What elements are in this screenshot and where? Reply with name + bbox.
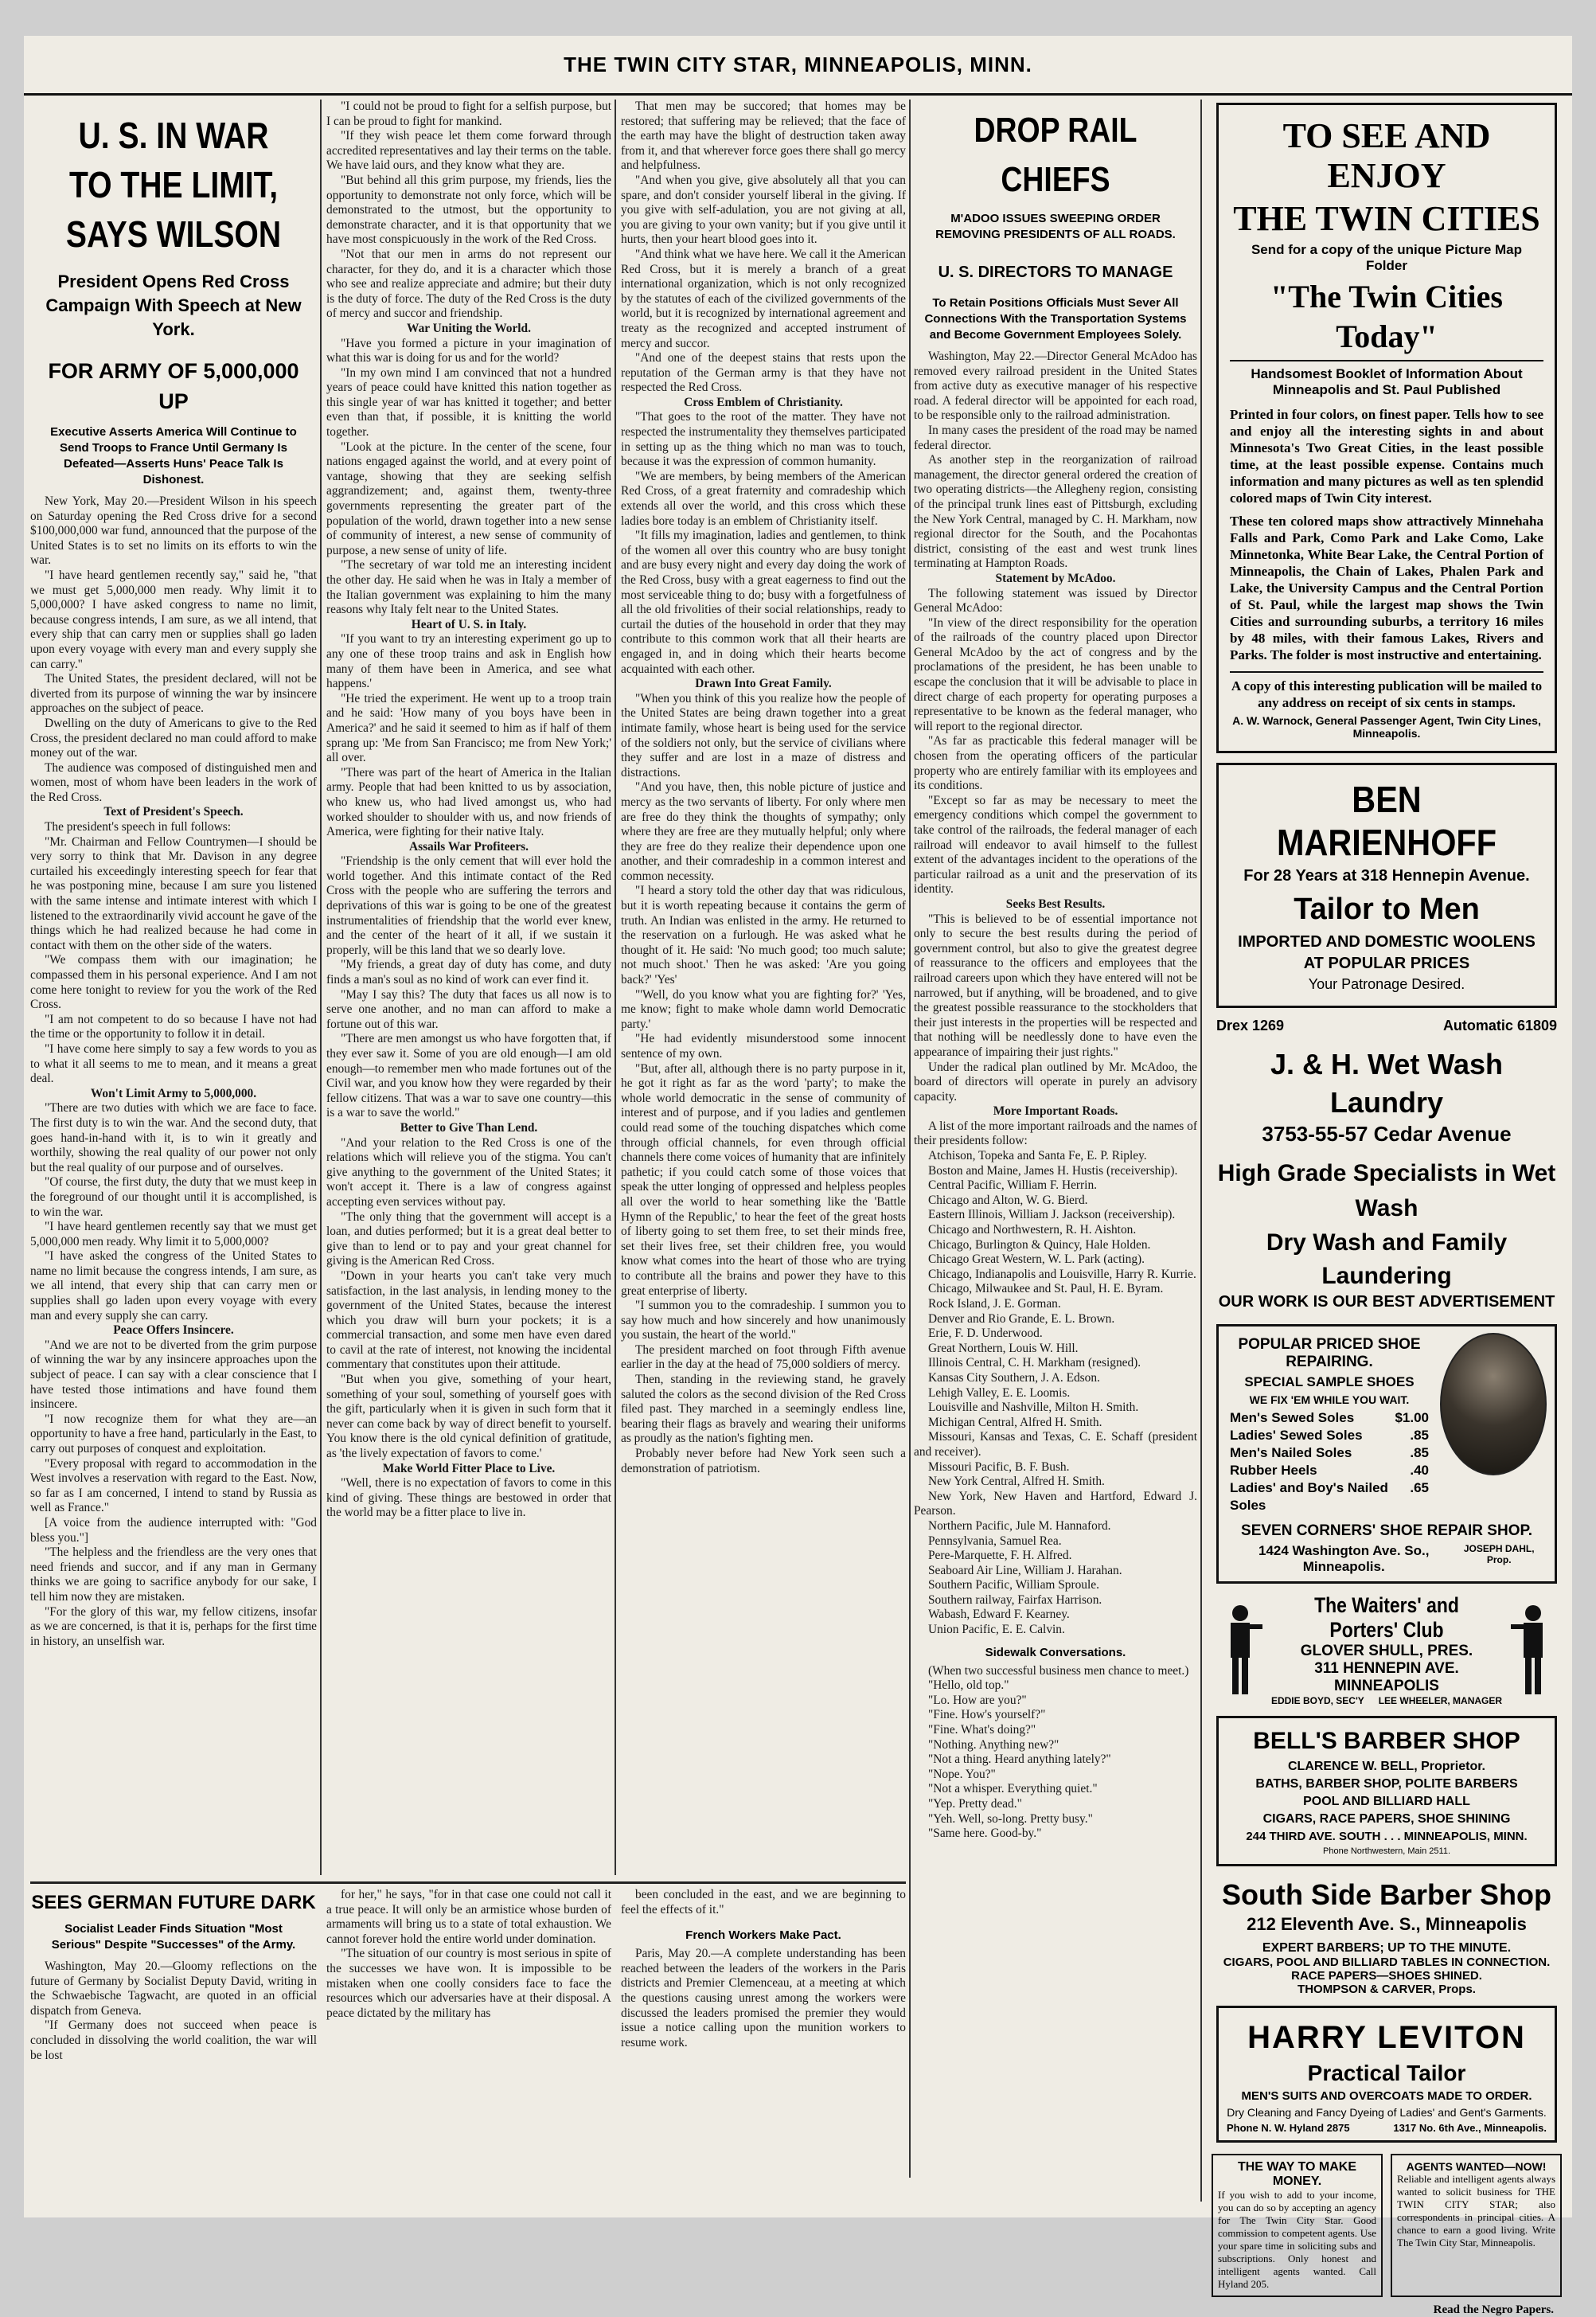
paragraph: Great Northern, Louis W. Hill. [928,1341,1079,1355]
paragraph: "There are two duties with which we are face to face. The first duty is to win the war. And the second duty, that goes hand-in-hand with it, is to win it greatly and worthily, showing the real quality of our power not only but the real quality of our purpose and of ourselves. [30,1101,317,1174]
section-subhead: Seeks Best Results. [1005,897,1106,911]
article5-body [914,1664,1197,1842]
ad-leviton-line2: Dry Cleaning and Fancy Dyeing of Ladies' and Gent's Garments. [1227,2106,1547,2119]
ad-shoe-title: POPULAR PRICED SHOE REPAIRING. [1238,1336,1421,1370]
ad-twin-cities-sign: A. W. Warnock, General Passenger Agent, Twin City Lines, Minneapolis. [1232,714,1541,740]
article1-col1-body [30,494,317,1649]
article1-col2-body [326,100,611,1521]
paragraph: "But behind all this grim purpose, my friends, lies the opportunity to demonstrate not only force, which will be demonstrated to the utmost, but the opportunity to demonstrate character, and it is that opportunity that we have most conspicuously in the work of the Red Cross. [326,173,611,247]
article3-headline: DROP RAIL CHIEFS [974,111,1137,199]
article2-col-b-body [326,1888,611,2021]
ad-marienhoff-line2: IMPORTED AND DOMESTIC WOOLENS [1238,933,1536,951]
paragraph: "The secretary of war told me an interesting incident the other day. He said when he was in Italy a member of the Italian government was explaining to him the many reasons why Italy felt near to the United States. [326,558,611,617]
price-item-value: .85 [1410,1445,1429,1460]
ad-marienhoff-name: BEN MARIENHOFF [1277,779,1496,863]
paragraph: "If they wish peace let them come forward through accredited representatives and lay their terms on the table. We have laid ours, and they know what they are. [326,129,611,173]
ad-laundry-address: 3753-55-57 Cedar Avenue [1262,1122,1512,1146]
article5-headline: Sidewalk Conversations. [985,1645,1126,1659]
column-rule [1200,100,1202,2202]
ad-laundry-line3: OUR WORK IS OUR BEST ADVERTISEMENT [1218,1293,1555,1311]
ad-bottom-row [1212,2154,1562,2297]
paragraph: "In view of the direct responsibility for the operation of the railroads of the country placed upon Director General McAdoo by the act of congress and by the proclamations of the president, he has been unable to escape the conclusion that it will be advisable to place in direct charge of each property for operating purposes a representative to be known as the federal manager, who will report to the regional director. [914,615,1197,733]
paragraph: "Except so far as may be necessary to meet the emergency conditions which compel the government to take control of the railroads, the federal manager of each railroad will endeavor to avail himself to the fullest extent of the advantages incident to the operations of the particular railroad as a unit and the preservation of its identity. [914,793,1197,897]
paragraph: "It fills my imagination, ladies and gentlemen, to think of the women all over this country who are busy tonight and are busy every night and every day doing the work of the Red Cross, busy with a great eagerness to find out the most serviceable thing to do; busy with a forgetfulness of all the old frivolities of their social relationships, ready to curtail the duties of the household in order that they may contribute to this common work that all their hearts are engaged in, and in doing which their hearts become acquainted with each other. [621,529,906,676]
paragraph: "Yep. Pretty dead." [928,1797,1022,1811]
paragraph: Boston and Maine, James H. Hustis (receivership). [928,1163,1178,1178]
ad-bell-line3: CIGARS, RACE PAPERS, SHOE SHINING [1262,1812,1511,1826]
paragraph: Chicago, Burlington & Quincy, Hale Holden. [928,1237,1151,1252]
article3-subhead: U. S. DIRECTORS TO MANAGE [938,264,1173,281]
section-divider [30,1881,906,1884]
paragraph: "I have asked the congress of the United States to name no limit because the congress intends, I am sure, as we all intend, that every ship that can carry men or supplies shall go laden upon every voyage with every man and every supply she can carry. [30,1249,317,1323]
ad-marienhoff-tag: Tailor to Men [1294,893,1480,926]
ad-shoe-price-list [1227,1409,1432,1514]
paragraph: "The helpless and the friendless are the very ones that need friends and succor, and if any man in Germany thinks we are going to sacrifice anybody for our sake, I tell him now they are mistaken. [30,1545,317,1604]
ad-leviton-name: HARRY LEVITON [1247,2020,1526,2055]
section-subhead: War Uniting the World. [407,321,531,335]
price-item-value: .85 [1410,1428,1429,1443]
paragraph: "Yeh. Well, so-long. Pretty busy." [928,1811,1093,1826]
section-subhead: Statement by McAdoo. [995,571,1116,585]
ad-twin-cities-title1: TO SEE AND ENJOY [1282,116,1491,195]
ad-laundry [1216,1018,1557,1311]
ad-waiters-title: The Waiters' and Porters' Club [1314,1593,1459,1642]
paragraph: Union Pacific, E. E. Calvin. [928,1623,1065,1637]
paragraph: [A voice from the audience interrupted with: "God bless you."] [30,1515,317,1545]
ad-bell-barber [1216,1716,1557,1866]
ad-twin-cities-para1: Printed in four colors, on finest paper. Tells how to see and enjoy all the interesting sights in and about Minnesota's Two Great Cities, in the least possible time, at the least possible expense. Contains much information and many pictures as well as ten splendid colored maps of Twin City interest. [1230,407,1543,506]
paragraph: "I have heard gentlemen recently say," said he, "that we must get 5,000,000 men ready. Why limit it to 5,000,000? I have asked congress to name no limit, because congress intends, I am sure, as we all intend, that every ship that can carry men or supplies shall go laden upon every voyage with every man and every supply she can carry." [30,568,317,671]
paragraph: "But when you give, something of your heart, something of your soul, something of yourself goes with the gift, particularly when it is given in such form that it never can come back by way of direct benefit to yourself. You know there is the old cynical definition of gratitude, as 'the lively expectation of favors to come.' [326,1373,611,1461]
column-rule [320,100,322,1875]
ads-column [1204,100,1570,2316]
ad-marienhoff-line4: Your Patronage Desired. [1308,976,1465,992]
price-item-label: Ladies' and Boy's Nailed Soles [1230,1480,1388,1513]
ad-twin-cities-line2: Handsomest Booklet of Information About Minneapolis and St. Paul Published [1230,360,1543,398]
paragraph: Denver and Rio Grande, E. L. Brown. [928,1311,1115,1326]
price-item-value: .40 [1410,1463,1429,1478]
paragraph: "This is believed to be of essential importance not only to secure the best results during the period of government control, but also to give the greatest degree of reassurance to the officers and employees that the railroad careers upon which they have entered will not be narrowed, but if anything, will be broadened, and to give the greatest possible reassurance to the stockholders that their just interests in the properties will be respected and that nothing will be needlessly done to have even the appearance of impairing their just rights." [914,912,1197,1059]
paragraph: Pennsylvania, Samuel Rea. [928,1534,1062,1548]
paragraph: "Hello, old top." [928,1678,1009,1693]
price-item-label: Men's Nailed Soles [1230,1445,1352,1460]
ad-laundry-phone-left: Drex 1269 [1216,1018,1285,1033]
article2-headline: SEES GERMAN FUTURE DARK [31,1892,316,1913]
paragraph: (When two successful business men chance to meet.) [928,1663,1189,1678]
masthead: THE TWIN CITY STAR, MINNEAPOLIS, MINN. [24,36,1572,96]
paragraph: The audience was composed of distinguished men and women, most of whom have been leaders in the work of the Red Cross. [30,760,317,804]
paragraph: for her," he says, "for in that case one could not call it a true peace. It will only be an armistice whose burden of armaments will bring us to a state of total exhaustion. We cannot forever hold the entire world under domination. [326,1888,611,1946]
article1-headline-line3: SAYS WILSON [65,213,282,255]
ad-south-side-barber [1216,1876,1557,1996]
ad-money-title: THE WAY TO MAKE MONEY. [1237,2160,1357,2188]
ad-waiters-club [1216,1593,1557,1706]
paragraph: "But, after all, although there is no party purpose in it, he got it right as far as the word 'party'; to make the whole world democratic in the sense of community of interest and of purpose, and if you ladies and gentlemen could read some of the touching dispatches which come through official channels, for even through official channels there come voices of humanity that are infinitely pathetic; if you could catch some of those voices that speak the utter longing of oppressed and helpless peoples all over the world to hear something like the 'Battle Hymn of the Republic,' to hear the feet of the great hosts of liberty going to set them free, to set their minds free, set their lives free, set their children free, you would know what comes into the heart of those who are trying to contribute all the brains and power they have to this great enterprise of liberty. [621,1061,906,1298]
article3-deck: M'ADOO ISSUES SWEEPING ORDER REMOVING PRESIDENTS OF ALL ROADS. [935,212,1176,241]
ad-shoe-sub1: SPECIAL SAMPLE SHOES [1244,1374,1415,1389]
proprietor-portrait [1440,1333,1547,1475]
ad-leviton [1216,2006,1557,2143]
ad-agents-title: AGENTS WANTED—NOW! [1406,2160,1547,2173]
paragraph: "We compass them with our imagination; he compassed them in his personal experience. And I am not come here tonight to review for you the work of the Red Cross. [30,953,317,1012]
paragraph: "Nothing. Anything new?" [928,1737,1059,1752]
section-subhead: Better to Give Than Lend. [400,1120,538,1135]
paragraph: "If Germany does not succeed when peace is concluded in dissolving the world coalition, the war will be lost [30,2018,317,2062]
paragraph: "I now recognize them for what they are—an opportunity to have a free hand, particularly in the East, to carry out purposes of conquest and exploitation. [30,1412,317,1455]
ad-marienhoff-line3: AT POPULAR PRICES [1303,955,1470,972]
price-list-row [1227,1444,1432,1462]
paragraph: "'Well, do you know what you are fighting for?' 'Yes, me know; fight to make whole damn world Democratic party.' [621,987,906,1031]
paragraph: "Not that our men in arms do not represent our character, for they do, and it is a character which those who see and realize appreciate and admire; but their duty is the duty of force. The duty of the Red Cross is the duty of mercy and succor and friendship. [326,247,611,321]
ad-laundry-name: J. & H. Wet Wash Laundry [1270,1048,1504,1119]
paragraph: "Friendship is the only cement that will ever hold the world together. And this intimate contact of the Red Cross with the people who are suffering the terrors and deprivations of this war is going to be one of the greatest instrumentalities of friendship that the world ever knew, and the center of the heart of it all, if we sustain it properly, will be this land that we so dearly love. [326,854,611,957]
article2-col-a-body [30,1959,317,2063]
ad-bell-address: 244 THIRD AVE. SOUTH . . . MINNEAPOLIS, MINN. [1246,1830,1528,1843]
paragraph: "I could not be proud to fight for a selfish purpose, but I can be proud to fight for mankind. [326,100,611,128]
paragraph: Washington, May 22.—Director General McAdoo has removed every railroad president in the United States from active duty as executive manager of his respective road. A federal director will be appointed for each road, to be responsible only to the railroad administration. [914,350,1197,423]
ad-leviton-phone: Phone N. W. Hyland 2875 [1227,2122,1350,2134]
paragraph: "Look at the picture. In the center of the scene, four nations engaged against the world, and at every point of vantage, showing that they are seeking selfish aggrandizement; and, against them, twenty-three governments representing the greater part of the population of the world, drawn together into a new sense of community of interest, a new sense of community of purpose, a new sense of unity of life. [326,440,611,557]
paragraph: "Have you formed a picture in your imagination of what this war is doing for us and for the world? [326,336,611,365]
price-item-value: .65 [1410,1480,1429,1495]
paragraph: Chicago and Alton, W. G. Bierd. [928,1193,1088,1207]
ad-southside-line4: THOMPSON & CARVER, Props. [1297,1983,1476,1996]
ad-southside-address: 212 Eleventh Ave. S., Minneapolis [1247,1914,1527,1934]
article2-col-c [621,1888,906,2198]
section-subhead: Make World Fitter Place to Live. [382,1461,556,1475]
paragraph: "Lo. How are you?" [928,1693,1027,1707]
paragraph: "Every proposal with regard to accommodation in the West involves a reservation with regard to the East. Now, so far as I am concerned, I intend to stand by Russia as well as France." [30,1456,317,1515]
paragraph: Chicago and Northwestern, R. H. Aishton. [928,1223,1137,1237]
paragraph: Pere-Marquette, F. H. Alfred. [928,1549,1072,1563]
paragraph: Erie, F. D. Underwood. [928,1327,1043,1341]
paragraph: "And one of the deepest stains that rests upon the reputation of the German army is that they have not respected the Red Cross. [621,351,906,395]
section-subhead: Assails War Profiteers. [408,839,529,854]
column-2 [326,100,611,1875]
paragraph: Louisville and Nashville, Milton H. Smith. [928,1401,1139,1415]
price-list-row [1227,1462,1432,1479]
ad-shoe-address: 1424 Washington Ave. So., Minneapolis. [1258,1543,1430,1574]
ad-southside-line1: EXPERT BARBERS; UP TO THE MINUTE. [1262,1941,1512,1955]
ad-twin-cities [1216,103,1557,753]
paragraph: Paris, May 20.—A complete understanding has been reached between the leaders of the workers in the Paris districts and Premier Clemenceau, at a meeting at which the questions causing unrest among the workers were discussed the leaders promised the premier they would issue a notice calling upon the munition workers to resume work. [621,1947,906,2049]
ad-make-money [1212,2154,1383,2297]
waiter-figure-icon [1216,1602,1264,1698]
paragraph: Chicago, Milwaukee and St. Paul, H. E. Byram. [928,1282,1164,1296]
section-subhead: Cross Emblem of Christianity. [684,395,843,409]
paragraph: The following statement was issued by Director General McAdoo: [914,586,1197,615]
ad-leviton-line1: MEN'S SUITS AND OVERCOATS MADE TO ORDER. [1241,2089,1532,2103]
ad-bell-title: BELL'S BARBER SHOP [1253,1728,1520,1754]
ad-agents-wanted [1391,2154,1562,2297]
paragraph: That men may be succored; that homes may be restored; that suffering may be relieved; that the face of the earth may have the blight of destruction taken away from it, and that wherever force goes there shall go mercy and helpfulness. [621,100,906,173]
paragraph: "I heard a story told the other day that was ridiculous, but it is worth repeating because it contains the germ of truth. An Indian was enlisted in the army. He returned to the reservation on a furlough. He was asked what he thought of it. He said: 'No much good; too much salute; not much shoot.' Then he was asked: 'Are you going back?' 'Yes' [621,884,906,987]
paragraph: "Nope. You?" [928,1767,996,1781]
article1-deck: President Opens Red Cross Campaign With Speech at New York. [45,272,302,339]
ad-leviton-tag: Practical Tailor [1307,2061,1466,2085]
ad-waiters-pres: GLOVER SHULL, PRES. [1300,1643,1473,1659]
ad-southside-line2: CIGARS, POOL AND BILLIARD TABLES IN CONNECTION. [1223,1956,1551,1969]
paragraph: Southern railway, Fairfax Harrison. [928,1592,1102,1607]
ad-leviton-address: 1317 No. 6th Ave., Minneapolis. [1393,2122,1547,2134]
price-list-row [1227,1427,1432,1444]
porter-figure-icon [1509,1602,1557,1698]
paragraph: "I have come here simply to say a few words to you as to what it all seems to me to mean, and it means a great deal. [30,1041,317,1086]
paragraph: "I summon you to the comradeship. I summon you to say how much and how sincerely and how unanimously you sustain, the heart of the world." [621,1299,906,1342]
paragraph: Illinois Central, C. H. Markham (resigned). [928,1356,1141,1370]
paragraph: Rock Island, J. E. Gorman. [928,1297,1061,1311]
paragraph: "There was part of the heart of America in the Italian army. People that had been knitted to us by association, who knew us, who had lived amongst us, who had worked shoulder to shoulder with us, and now friends of America, were fighting for their native Italy. [326,765,611,839]
ad-money-body: If you wish to add to your income, you can do so by accepting an agency for The Twin City Star. Good commission to competent agents. Use your spare time in soliciting subs and subscriptions. Only honest and intelligent agents wanted. Call Hyland 205. [1218,2189,1376,2290]
paragraph: Eastern Illinois, William J. Jackson (receivership). [928,1208,1176,1222]
newspaper-page [24,36,1572,2316]
paragraph: "Well, there is no expectation of favors to come in this kind of giving. These things are bestowed in order that the world may be a fitter place to live in. [326,1476,611,1520]
article4-headline: French Workers Make Pact. [685,1928,841,1943]
paragraph: The president's speech in full follows: [45,820,232,834]
paragraph: "As far as practicable this federal manager will be chosen from the operating officers of the particular property who are entirely familiar with its employees and its conditions. [914,734,1197,793]
article2-col-c-body [621,1888,906,1917]
paragraph: Northern Pacific, Jule M. Hannaford. [928,1518,1111,1533]
article2-col-b [326,1888,611,2198]
article1-col3-body [621,100,906,1476]
ad-shoe-prop: JOSEPH DAHL, Prop. [1463,1543,1535,1565]
paragraph: As another step in the reorganization of railroad management, the director general ordered the creation of two operating districts—the Allegheny region, consisting of the principal trunk lines east of Pittsburgh, excluding the New York Central, managed by C. H. Markham, now regional director for the South, and the Pocahontas district, consisting of the east and west trunk lines terminating at Hampton Roads. [914,453,1197,571]
ad-twin-cities-title2: THE TWIN CITIES [1233,199,1540,238]
paragraph: In many cases the president of the road may be named federal director. [914,423,1197,452]
paragraph: "Not a thing. Heard anything lately?" [928,1752,1111,1767]
price-list-row [1227,1479,1432,1514]
article2-deck: Socialist Leader Finds Situation "Most Serious" Despite "Successes" of the Army. [51,1922,296,1952]
paragraph: "Of course, the first duty, the duty that we must keep in the foreground of our thought until it is accomplished, is to win the war. [30,1175,317,1219]
paragraph: "May I say this? The duty that faces us all now is to serve one another, and no man can afford to make a fortune out of this war. [326,987,611,1031]
paragraph: "If you want to try an interesting experiment go up to any one of these troop trains and ask in English how many of them have been in America, and see what happens.' [326,632,611,691]
price-item-value: $1.00 [1395,1410,1429,1425]
article2-col-a [30,1888,317,2198]
ad-marienhoff-line1: For 28 Years at 318 Hennepin Avenue. [1243,867,1530,885]
paragraph: "He tried the experiment. He went up to a troop train and he said: 'How many of you boys have been in America?' and he said it seemed to him as if half of them sprang up: 'Me from San Francisco; me from New York;' all over. [326,691,611,765]
ad-southside-title: South Side Barber Shop [1221,1878,1552,1911]
ad-twin-cities-para3: A copy of this interesting publication will be mailed to any address on receipt of six cents in stamps. [1230,671,1543,711]
article1-subhead: FOR ARMY OF 5,000,000 UP [48,359,299,413]
paragraph: Lehigh Valley, E. E. Loomis. [928,1385,1071,1400]
ad-waiters-sec: EDDIE BOYD, SEC'Y [1270,1695,1364,1706]
paragraph: Michigan Central, Alfred H. Smith. [928,1415,1102,1429]
ad-southside-line3: RACE PAPERS—SHOES SHINED. [1291,1969,1482,1983]
ad-laundry-line2: Dry Wash and Family Laundering [1266,1229,1508,1289]
paragraph: Chicago, Indianapolis and Louisville, Harry R. Kurrie. [928,1267,1196,1281]
price-list-row [1227,1409,1432,1427]
paragraph: "And think what we have here. We call it the American Red Cross, but it is merely a branch of a great international organization, which is not only recognized by the statutes of each of the civilized governments of the world, but it is recognized by international agreement and treaty as the recognized and accepted instrument of mercy and succor. [621,247,906,350]
paragraph: "The situation of our country is most serious in spite of the successes we have won. It is impossible to be mistaken when one coolly considers face to face the resources which our adversaries have at their disposal. A peace dictated by the military has [326,1947,611,2020]
paragraph: "My friends, a great day of duty has come, and duty finds a man's soul as no kind of work can ever find it. [326,958,611,987]
ad-bell-line2: POOL AND BILLIARD HALL [1303,1795,1470,1808]
ad-waiters-address: 311 HENNEPIN AVE. MINNEAPOLIS [1314,1660,1459,1694]
paragraph: "In my own mind I am convinced that not a hundred years of peace could have knitted this nation together as this single year of war has knitted it together; and better even than that, if possible, it is knitting the world together. [326,365,611,440]
column-rule [909,100,911,2178]
paragraph: been concluded in the east, and we are beginning to feel the effects of it." [621,1888,906,1917]
section-subhead: More Important Roads. [993,1104,1118,1119]
paragraph: Dwelling on the duty of Americans to give to the Red Cross, the president declared no man could afford to make money out of the war. [30,716,317,760]
price-item-label: Ladies' Sewed Soles [1230,1428,1363,1443]
article1-headline-line2: TO THE LIMIT, [68,164,279,205]
paragraph: "Same here. Good-by." [928,1827,1042,1841]
paragraph: "For the glory of this war, my fellow citizens, insofar as we are concerned, is that it is, perhaps for the first time in history, an unselfish war. [30,1604,317,1648]
ad-shoe-shop: SEVEN CORNERS' SHOE REPAIR SHOP. [1241,1522,1532,1539]
paragraph: Washington, May 20.—Gloomy reflections on the future of Germany by Socialist Deputy David, writing in the Schwaebische Tagwacht, are quoted in an official dispatch from Geneva. [30,1959,317,2018]
paragraph: "Fine. What's doing?" [928,1723,1036,1737]
price-item-label: Rubber Heels [1230,1463,1317,1478]
paragraph: "He had evidently misunderstood some innocent sentence of my own. [621,1032,906,1061]
paragraph: Central Pacific, William F. Herrin. [928,1178,1097,1193]
paragraph: Southern Pacific, William Sproule. [928,1578,1099,1592]
ad-twin-cities-para2: These ten colored maps show attractively Minnehaha Falls and Park, Como Park and Lake Como, Lake Minnetonka, White Bear Lake, the Central Portion of Minneapolis, the Chain of Lakes, Phalen Park and Lake, the University Campus and the Central Portion of St. Paul, while the largest map shows the Twin Cities and surrounding suburbs, a territory 16 miles by 48 miles, with their famous Lakes, Rivers and Parks. The folder is most instructive and entertaining. [1230,514,1543,662]
paragraph: "Not a whisper. Everything quiet." [928,1782,1098,1796]
paragraph: Under the radical plan outlined by Mr. McAdoo, the board of directors will operate in purely an advisory capacity. [914,1060,1197,1104]
column-4 [914,100,1197,2202]
ad-twin-cities-line1: Send for a copy of the unique Picture Map Folder [1251,242,1523,273]
paragraph: Kansas City Southern, J. A. Edson. [928,1370,1100,1385]
section-subhead: Won't Limit Army to 5,000,000. [90,1086,257,1100]
paragraph: "Fine. How's yourself?" [928,1708,1046,1722]
paragraph: "And we are not to be diverted from the grim purpose of winning the war by any insincere approaches upon the subject of peace. I can say with a clear conscience that I have tested those intimations and have found them insincere. [30,1338,317,1412]
ad-waiters-mgr: LEE WHEELER, MANAGER [1378,1695,1503,1706]
column-rule [615,100,616,1875]
paragraph: Wabash, Edward F. Kearney. [928,1608,1070,1622]
paragraph: Probably never before had New York seen such a demonstration of patriotism. [621,1447,906,1475]
column-3 [621,100,906,1875]
paragraph: "I have heard gentlemen recently say that we must get 5,000,000 men ready. Why limit it to 5,000,000? [30,1220,317,1248]
price-item-label: Men's Sewed Soles [1230,1410,1355,1425]
section-subhead: Drawn Into Great Family. [695,677,832,691]
paragraph: "The only thing that the government will accept is a loan, and duties performed; but it is a great deal better to give than to lend or to pay and your great channel for giving is the American Red Cross. [326,1209,611,1268]
paragraph: Missouri Pacific, B. F. Bush. [928,1459,1070,1474]
paragraph: "When you think of this you realize how the people of the United States are being drawn together into a great intimate family, whose heart is being used for the service of the soldiers not only, but the service of civilians where they suffer and are lost in a maze of distress and distractions. [621,691,906,779]
article3-body [914,350,1197,1638]
ad-shoe-sub2: WE FIX 'EM WHILE YOU WAIT. [1249,1393,1410,1406]
paragraph: "And your relation to the Red Cross is one of the relations which will relieve you of the stigma. You can't give anything to the government of the United States; it won't accept it. There is a law of congress against accepting even services without pay. [326,1135,611,1209]
article3-subdeck: To Retain Positions Officials Must Sever All Connections With the Transportation Systems and Become Government Employees Solely. [924,296,1187,342]
paragraph: Atchison, Topeka and Santa Fe, E. P. Ripley. [928,1149,1147,1163]
article1-subdeck: Executive Asserts America Will Continue to Send Troops to France Until Germany Is Defeated—Asserts Huns' Peace Talk Is Dishonest. [50,425,297,486]
ad-bell-prop: CLARENCE W. BELL, Proprietor. [1287,1760,1485,1773]
ad-agents-body: Reliable and intelligent agents always wanted to solicit business for THE TWIN CITY STAR; also correspondents in principal cities. A chance to earn a good living. Write The Twin City Star, Minneapolis. [1397,2173,1555,2249]
ad-bell-phone: Phone Northwestern, Main 2511. [1323,1846,1450,1856]
paragraph: A list of the more important railroads and the names of their presidents follow: [914,1119,1197,1148]
paragraph: Missouri, Kansas and Texas, C. E. Schaff (president and receiver). [914,1430,1197,1459]
paragraph: The president marched on foot through Fifth avenue earlier in the day at the head of 75,000 soldiers of mercy. [621,1342,906,1372]
paragraph: Seaboard Air Line, William J. Harahan. [928,1563,1122,1577]
ad-twin-cities-title3: "The Twin Cities Today" [1270,279,1503,354]
article4-body [621,1947,906,2050]
paragraph: New York, New Haven and Hartford, Edward J. Pearson. [914,1489,1197,1518]
paragraph: Then, standing in the reviewing stand, he gravely saluted the colors as the second division of the Red Cross filed past. They marched in a seemingly endless line, bearing their flags as bravely and wearing their uniforms as proudly as the nation's fighting men. [621,1373,906,1446]
paragraph: The United States, the president declared, will not be diverted from its purpose of winning the war by insincere approaches on the subject of peace. [30,672,317,716]
section-subhead: Heart of U. S. in Italy. [411,617,527,631]
paragraph: Chicago Great Western, W. L. Park (acting). [928,1252,1145,1267]
ad-shoe-repair [1216,1324,1557,1584]
section-subhead: Text of President's Speech. [103,805,244,819]
section-subhead: Peace Offers Insincere. [113,1323,234,1338]
footer-note: Read the Negro Papers. [1433,2303,1554,2316]
ad-marienhoff [1216,763,1557,1008]
paragraph: "And you have, then, this noble picture of justice and mercy as the two servants of liberty. For only where men are free do they think the thoughts of sympathy; only where they are free are they mutually helpful; only where they are free do they realize their dependence upon one another, and their comradeship in a common interest and common necessity. [621,780,906,883]
paragraph: "That goes to the root of the matter. They have not respected the instrumentality they themselves participated in setting up as the thing which no man was to touch, because it was the expression of common humanity. [621,410,906,469]
paragraph: "And when you give, give absolutely all that you can spare, and don't consider yourself liberal in the giving. If you give with self-adulation, you are not giving at all, you are giving to your own vanity; but if you give until it hurts, then your heart blood goes into it. [621,173,906,247]
ad-laundry-phone-right: Automatic 61809 [1442,1018,1557,1033]
column-1 [30,100,317,1875]
ad-laundry-line1: High Grade Specialists in Wet Wash [1217,1160,1556,1221]
paragraph: "There are men amongst us who have forgotten that, if they ever saw it. Some of you are old enough—I am old enough—to remember men who made fortunes out of the Civil war, and you know how they were regarded by their fellow citizens. That was a war to save one country—this is a war to save the world." [326,1032,611,1120]
paragraph: "Mr. Chairman and Fellow Countrymen—I should be very sorry to think that Mr. Davison in any degree curtailed his exceedingly interesting speech for fear that he was postponing mine, because I am sure you listened with the same intense and intimate interest with which I listened to the extraordinarily vivid account he gave of the things which he had realized because he had come in contact with them on the other side of the waters. [30,834,317,952]
paragraph: "I am not competent to do so because I have not had the time or the opportunity to follow it in detail. [30,1012,317,1041]
paragraph: New York Central, Alfred H. Smith. [928,1475,1105,1489]
article1-headline-line1: U. S. IN WAR [78,115,269,156]
paragraph: New York, May 20.—President Wilson in his speech on Saturday opening the Red Cross drive for a second $100,000,000 war fund, announced that the purpose of the United States is to set no limits on its efforts to win the war. [30,494,317,568]
paragraph: "Down in your hearts you can't take very much satisfaction, in the last analysis, in lending money to the government of the United States, because the interest which you draw will burn your pockets; it is a commercial transaction, and some men have even dared to cavil at the rate of interest, not knowing the incidental commentary that constitutes upon their attitude. [326,1268,611,1372]
paragraph: "We are members, by being members of the American Red Cross, of a great fraternity and comradeship which extends all over the world, and this cross which these ladies bore today is an emblem of Christianity itself. [621,469,906,528]
ad-bell-line1: BATHS, BARBER SHOP, POLITE BARBERS [1255,1777,1518,1791]
